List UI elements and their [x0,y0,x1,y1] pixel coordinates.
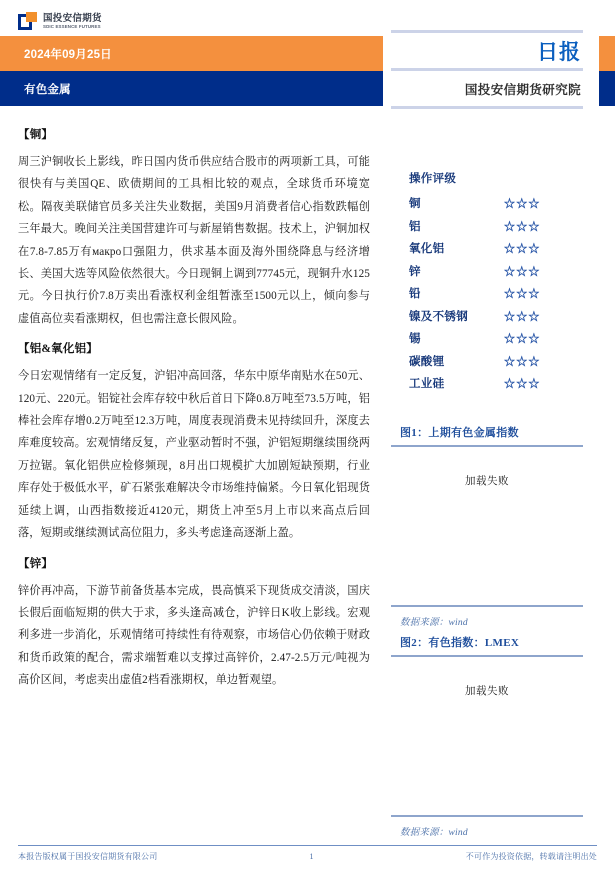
footer-copyright: 本报告版权属于国投安信期货有限公司 [18,852,158,861]
ratings-header-label: 操作评级 [409,173,457,185]
rating-stars: ☆☆☆ [504,265,541,278]
header-doc-type-row [391,33,583,68]
figure-2-chart-area [391,657,583,815]
ratings-header-row [391,170,583,195]
section-zinc-title: 【锌】 [18,557,54,570]
table-row [391,375,583,398]
rating-stars: ☆☆☆ [504,243,541,255]
header-rule-bottom [391,106,583,109]
figure-1-caption: 图1：上期有色金属指数 [400,426,519,439]
rating-metal-name: 铜 [409,198,421,210]
brand-logo [18,10,102,34]
edge-accent-orange [599,36,615,71]
figure-1-chart-area [391,447,583,605]
table-row [391,330,583,353]
rating-metal-name: 锌 [409,265,421,278]
rating-metal-name: 锡 [409,333,421,345]
rating-metal-name: 工业硅 [409,378,445,390]
section-aluminum-alumina [18,340,370,544]
figure-1 [391,424,583,628]
table-row [391,285,583,308]
report-body [18,126,370,702]
section-copper-title: 【铜】 [18,129,54,141]
report-category: 有色金属 [24,83,71,96]
rating-stars: ☆☆☆ [504,333,541,345]
table-row [391,240,583,263]
section-copper-body: 周三沪铜收长上影线，昨日国内货币供应结合股市的两项新工具，可能很快有与美国QE、欧债期间的工具相比较的观点，全球货币环境宽松。隔夜美联储官员多关注失业数据，美国9月消费者信心指数跌幅创三年最大。晚间关注美国营建许可与新屋销售数据。技术上，沪铜加权在7.8-7.85万有макро口强阻力，供求基本面及海外围绕降息与经济增长、美国大选等风险依然很大。今日现铜上调到77745元，现铜升水125元。今日执行价7.8万卖出看涨权利金组暂涨至1500元以上，倾向参与虚值高位卖看涨期权，但也需注意长假风险。 [18,156,370,325]
footer-disclaimer: 不可作为投资依据，转载请注明出处 [465,852,597,861]
rating-metal-name: 碳酸锂 [409,355,445,368]
rating-stars: ☆☆☆ [504,378,541,390]
footer-divider [18,845,597,846]
section-aluminum-alumina-title: 【铝&氧化铝】 [18,343,98,356]
rating-metal-name: 铝 [409,220,421,233]
figure-1-data-source: 数据来源：wind [400,617,468,628]
figure-2 [391,634,583,838]
rating-stars: ☆☆☆ [504,288,541,300]
figure-2-caption: 图2：有色指数：LMEX [400,636,520,649]
table-row [391,308,583,331]
rating-stars: ☆☆☆ [504,355,541,368]
rating-metal-name: 镍及不锈钢 [409,310,468,323]
figure-2-data-source: 数据来源：wind [400,827,468,838]
rating-metal-name: 铅 [409,288,421,300]
report-date: 2024年09月25日 [24,48,112,61]
section-copper [18,126,370,330]
figure-1-load-failed-message: 加载失败 [465,475,509,487]
section-zinc [18,555,370,692]
logo-company-name-cn: 国投安信期货 [43,13,102,25]
table-row [391,263,583,286]
research-institute: 国投安信期货研究院 [464,82,581,97]
rating-stars: ☆☆☆ [504,220,541,233]
section-aluminum-alumina-body: 今日宏观情绪有一定反复，沪铝冲高回落，华东中原华南贴水在50元、120元、220元。铝锭社会库存较中秋后首日下降0.8万吨至73.5万吨，铝棒社会库存增0.2万吨至12.3万吨，周度表现消费未见持续回升，深度去库难度较高。宏观情绪反复，产业驱动暂时不强，沪铝短期继续围绕两万拉锯。氧化铝供应检修频现，8月出口规模扩大加剧短缺预期，行业库存处于极低水平，矿石紧张难解决令市场维持偏紧。今日氧化铝现货延续上调，山西指数接近4120元，期货上冲至5月上市以来高点后回落，短期或继续测试高位阻力，多头考虑逢高逐渐上盈。 [18,370,370,540]
header-category-bar [0,71,383,106]
operation-ratings-table [391,170,583,398]
rating-stars: ☆☆☆ [504,310,541,323]
page-number: 1 [309,852,314,861]
sidebar [391,170,583,844]
header-date-bar [0,36,383,71]
table-row [391,353,583,376]
header-title-panel [391,30,583,109]
edge-accent-navy [599,71,615,106]
rating-stars: ☆☆☆ [504,198,541,210]
ratings-header-stars [504,170,583,195]
page-footer [18,845,597,862]
header-institute-row [391,71,583,106]
table-row [391,218,583,241]
rating-metal-name: 氧化铝 [409,243,445,255]
section-zinc-body: 锌价再冲高，下游节前备货基本完成，畏高慎采下现货成交清淡，国庆长假后面临短期的供大于求，多头逢高减仓，沪锌日K收上影线。宏观利多进一步消化，乐观情绪可持续性有待观察，市场信心仍依赖于财政和货币政策的配合，需求端暂难以支撑过高锌价，2.47-2.5万元/吨视为高价区间，考虑卖出虚值2档看涨期权，单边暂观望。 [18,584,370,687]
figure-2-load-failed-message: 加载失败 [465,685,509,697]
document-type: 日报 [537,40,581,64]
sdic-essence-futures-logo-icon [18,12,38,32]
logo-company-name-en: SDIC ESSENCE FUTURES [43,24,101,30]
table-row [391,195,583,218]
